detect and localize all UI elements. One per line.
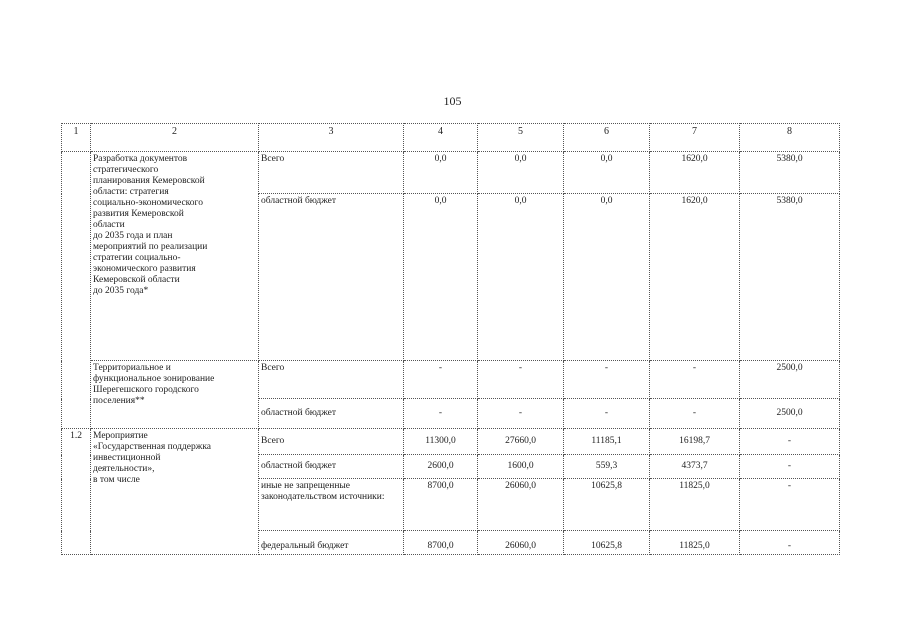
activity-description: Мероприятие «Государственная поддержка инвестиционной деятельности», в том числе [91, 429, 259, 555]
value-cell: - [740, 531, 840, 555]
value-cell: - [740, 479, 840, 531]
value-cell: - [564, 399, 650, 429]
value-cell: 1620,0 [650, 152, 740, 194]
table-row [62, 152, 840, 194]
funding-source: Всего [259, 429, 404, 455]
value-cell: 0,0 [478, 194, 564, 361]
value-cell: - [404, 399, 478, 429]
value-cell: 0,0 [478, 152, 564, 194]
value-cell: 10625,8 [564, 531, 650, 555]
value-cell: 2600,0 [404, 455, 478, 479]
funding-source: Всего [259, 152, 404, 194]
row-number-cell [62, 152, 91, 429]
value-cell: 0,0 [404, 194, 478, 361]
header-cell-3: 3 [259, 124, 404, 152]
funding-source: федеральный бюджет [259, 531, 404, 555]
header-cell-5: 5 [478, 124, 564, 152]
value-cell: 26060,0 [478, 531, 564, 555]
header-cell-4: 4 [404, 124, 478, 152]
budget-table [61, 123, 840, 555]
funding-source: областной бюджет [259, 399, 404, 429]
header-cell-8: 8 [740, 124, 840, 152]
table-row [62, 429, 840, 455]
value-cell: 0,0 [564, 152, 650, 194]
value-cell: - [740, 455, 840, 479]
funding-source: областной бюджет [259, 455, 404, 479]
value-cell: 8700,0 [404, 479, 478, 531]
value-cell: 16198,7 [650, 429, 740, 455]
value-cell: 11185,1 [564, 429, 650, 455]
value-cell: - [404, 361, 478, 399]
value-cell: 11300,0 [404, 429, 478, 455]
value-cell: 26060,0 [478, 479, 564, 531]
value-cell: 11825,0 [650, 531, 740, 555]
value-cell: 8700,0 [404, 531, 478, 555]
page-number: 105 [443, 94, 462, 108]
header-cell-2: 2 [91, 124, 259, 152]
value-cell: 5380,0 [740, 152, 840, 194]
value-cell: 5380,0 [740, 194, 840, 361]
funding-source: иные не запрещенные законодательством источники: [259, 479, 404, 531]
value-cell: - [650, 361, 740, 399]
funding-source: Всего [259, 361, 404, 399]
value-cell: - [478, 361, 564, 399]
value-cell: 11825,0 [650, 479, 740, 531]
value-cell: 27660,0 [478, 429, 564, 455]
value-cell: 0,0 [404, 152, 478, 194]
activity-description: Разработка документов стратегического планирования Кемеровской области: стратегия социально-экономического развития Кемеровской области до 2035 года и план мероприятий по реализации стратегии социально- экономического развития Кемеровской области до 2035 года* [91, 152, 259, 361]
row-number-cell: 1.2 [62, 429, 91, 555]
value-cell: - [740, 429, 840, 455]
value-cell: 10625,8 [564, 479, 650, 531]
header-row [62, 124, 840, 152]
header-cell-6: 6 [564, 124, 650, 152]
value-cell: 4373,7 [650, 455, 740, 479]
value-cell: 1620,0 [650, 194, 740, 361]
header-cell-1: 1 [62, 124, 91, 152]
table-row [62, 361, 840, 399]
value-cell: - [478, 399, 564, 429]
value-cell: 2500,0 [740, 399, 840, 429]
activity-description: Территориальное и функциональное зонирование Шерегешского городского поселения** [91, 361, 259, 429]
value-cell: 2500,0 [740, 361, 840, 399]
value-cell: 1600,0 [478, 455, 564, 479]
value-cell: - [564, 361, 650, 399]
header-cell-7: 7 [650, 124, 740, 152]
funding-source: областной бюджет [259, 194, 404, 361]
value-cell: 0,0 [564, 194, 650, 361]
value-cell: - [650, 399, 740, 429]
value-cell: 559,3 [564, 455, 650, 479]
